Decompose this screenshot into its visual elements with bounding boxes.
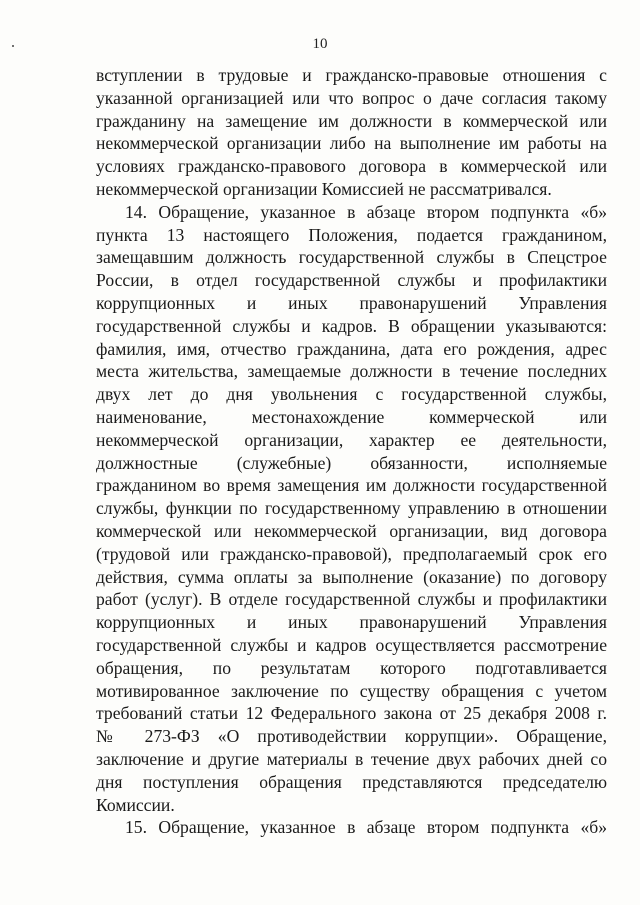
text-line: замещавшим должность государственной службы в Спецстрое — [96, 247, 607, 268]
text-line: вступлении в трудовые и гражданско-правовые отношения с — [96, 65, 607, 85]
text-line: (трудовой или гражданско-правовой), предполагаемый срок его — [96, 543, 607, 564]
text-line: указанной организацией или что вопрос о даче согласия такому — [96, 87, 607, 108]
text-line: обращения, по результатам которого подготавливается — [96, 657, 607, 678]
text-line: коррупционных и иных правонарушений Управления — [96, 292, 607, 313]
text-line: государственной службы и кадров осуществляется рассмотрение — [96, 634, 607, 655]
text-line: заключение и другие материалы в течение двух рабочих дней со — [96, 748, 607, 769]
text-line: фамилия, имя, отчество гражданина, дата его рождения, адрес — [96, 338, 607, 359]
text-line: гражданином во время замещения им должности государственной — [96, 475, 607, 496]
text-line: некоммерческой организации, характер ее деятельности, — [96, 429, 607, 450]
text-line: некоммерческой организации либо на выполнение им работы на — [96, 133, 607, 154]
page-number: 10 — [312, 36, 328, 52]
text-line: гражданину на замещение им должности в коммерческой или — [96, 110, 607, 131]
text-line: условиях гражданско-правового договора в коммерческой или — [96, 156, 607, 177]
text-line: России, в отдел государственной службы и профилактики — [96, 270, 607, 291]
text-line: 14. Обращение, указанное в абзаце втором подпункта «б» — [125, 201, 607, 222]
text-line: Комиссии. — [96, 794, 175, 815]
text-line: двух лет до дня увольнения с государственной службы, — [96, 384, 607, 405]
document-body — [96, 64, 607, 839]
text-line: места жительства, замещаемые должности в течение последних — [96, 361, 607, 382]
text-line: некоммерческой организации Комиссией не рассматривался. — [96, 178, 552, 199]
text-line: службы, функции по государственному управлению в отношении — [96, 498, 607, 519]
text-line: работ (услуг). В отделе государственной службы и профилактики — [96, 589, 607, 610]
text-line: должностные (служебные) обязанности, исполняемые — [96, 452, 607, 473]
text-line: пункта 13 настоящего Положения, подается гражданином, — [96, 224, 607, 245]
text-line: № 273-ФЗ «О противодействии коррупции». Обращение, — [96, 726, 607, 747]
text-line: коррупционных и иных правонарушений Управления — [96, 612, 607, 633]
text-line: требований статьи 12 Федерального закона от 25 декабря 2008 г. — [96, 703, 607, 724]
text-line: государственной службы и кадров. В обращении указываются: — [96, 315, 607, 336]
text-line: действия, сумма оплаты за выполнение (оказание) по договору — [96, 566, 607, 587]
text-line: коммерческой или некоммерческой организации, вид договора — [96, 520, 607, 541]
text-line: дня поступления обращения представляются председателю — [96, 771, 607, 792]
text-line: наименование, местонахождение коммерческой или — [96, 406, 607, 427]
text-line: 15. Обращение, указанное в абзаце втором подпункта «б» — [125, 817, 607, 838]
text-line: мотивированное заключение по существу обращения с учетом — [96, 680, 607, 701]
